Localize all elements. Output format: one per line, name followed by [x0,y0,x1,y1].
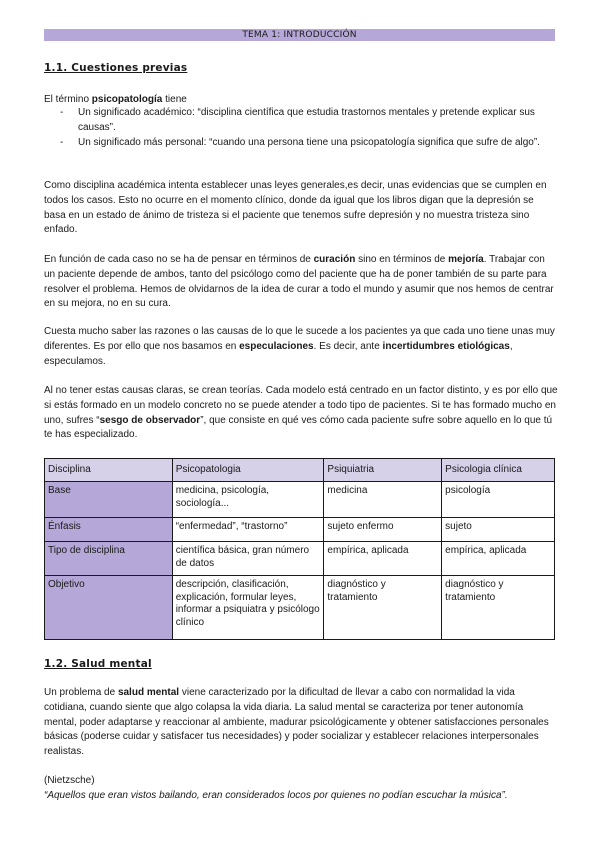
intro-line: El término psicopatología tiene [44,94,187,105]
column-header: Disciplina [45,459,173,482]
table-cell: empírica, aplicada [442,542,555,576]
meanings-list [60,106,554,150]
list-item: - Un significado más personal: “cuando una persona tiene una psicopatología significa que sufre de algo”. [60,136,540,148]
paragraph-sesgo: Al no tener estas causas claras, se crean teorías. Cada modelo está centrado en un factor distinto, y es por ello que si estás formado en un modelo concreto no se puede atender a todo tipo de pacientes. Si te has formado mucho en uno, sufres “sesgo de observador”, que consiste en qué ves cómo cada paciente sufre sobre aquello en lo que tú te has especializado. [44,385,558,441]
column-header: Psiquiatria [324,459,442,482]
row-header: Énfasis [45,518,173,542]
paragraph-especulaciones: Cuesta mucho saber las razones o las causas de lo que le sucede a los pacientes ya que cada uno tiene unas muy diferentes. Es por ello que nos basamos en especulaciones. Es decir, ante incertidumbres etiológicas, especulamos. [44,326,555,367]
column-header: Psicopatologia [172,459,324,482]
table-cell: diagnóstico y tratamiento [442,576,555,640]
table-header-row [45,459,555,482]
section-2-heading: 1.2. Salud mental [44,658,152,670]
table-cell: diagnóstico y tratamiento [324,576,442,640]
row-header: Tipo de disciplina [45,542,173,576]
table-cell: sujeto [442,518,555,542]
list-item: - Un significado académico: “disciplina científica que estudia trastornos mentales y pretende explicar sus causas”. [60,107,535,133]
table-cell: psicología [442,482,555,518]
row-header: Base [45,482,173,518]
table-cell: sujeto enfermo [324,518,442,542]
column-header: Psicologia clínica [442,459,555,482]
table-cell: empírica, aplicada [324,542,442,576]
table-cell: descripción, clasificación, explicación, formular leyes, informar a psiquiatra y psicólogo clínico [172,576,324,640]
row-header: Objetivo [45,576,173,640]
paragraph-mejoria: En función de cada caso no se ha de pensar en términos de curación sino en términos de mejoría. Trabajar con un paciente depende de ambos, tanto del psicólogo como del paciente que ha de poner también de su parte para resolver el problema. Hemos de olvidarnos de la idea de curar a todo el mundo y asumir que nos hemos de centrar en su mejora, no en su cura. [44,254,554,310]
table-cell: “enfermedad”, “trastorno” [172,518,324,542]
chapter-title-bar [44,29,555,41]
table-row [45,576,555,640]
chapter-title: TEMA 1: INTRODUCCIÓN [242,30,357,40]
paragraph-academic: Como disciplina académica intenta establecer unas leyes generales,es decir, unas evidencias que se cumplen en todos los casos. Esto no ocurre en el momento clínico, donde da igual que los libros digan que la depresión se basa en un estado de ánimo de tristeza si el paciente que tenemos sufre depresión y no muestra tristeza sino enfado. [44,180,547,236]
table-cell: científica básica, gran número de datos [172,542,324,576]
term-psicopatologia: psicopatología [91,94,163,105]
quote-author: (Nietzsche) [44,775,95,786]
table-row [45,482,555,518]
paragraph-salud-mental: Un problema de salud mental viene caracterizado por la dificultad de llevar a cabo con normalidad la vida cotidiana, cuando siente que algo colapsa la vida diaria. La salud mental se caracteriza por tener autonomía mental, poder adaptarse y reaccionar al ambiente, madurar psicológicamente y obtener satisfacciones personales básicas (poderse cuidar y satisfacer tus necesidades) y poder socializar y establecer relaciones interpersonales realistas. [44,687,549,758]
table-row [45,518,555,542]
table-row [45,542,555,576]
table-cell: medicina, psicología, sociología... [172,482,324,518]
nietzsche-quote: “Aquellos que eran vistos bailando, eran considerados locos por quienes no podían escuchar la música”. [44,790,508,801]
disciplines-table [44,458,555,640]
table-cell: medicina [324,482,442,518]
section-1-heading: 1.1. Cuestiones previas [44,62,188,74]
